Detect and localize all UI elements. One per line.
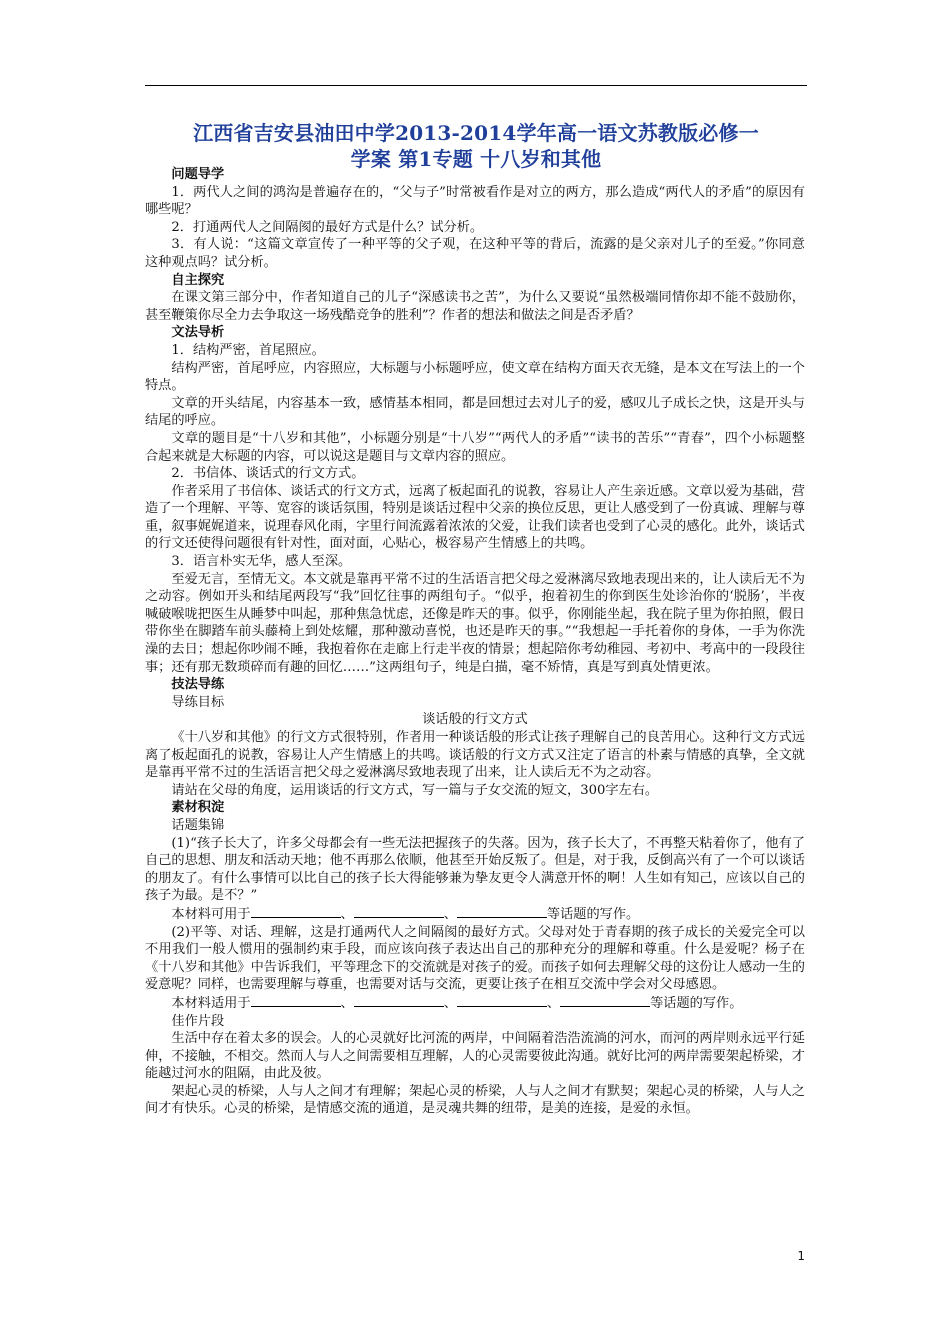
fill-in-line <box>145 905 805 924</box>
subheading: 佳作片段 <box>171 1013 225 1029</box>
separator: 、 <box>443 995 457 1011</box>
paragraph: 架起心灵的桥梁，人与人之间才有理解；架起心灵的桥梁，人与人之间才有默契；架起心灵的桥梁，人与人之间才有快乐。心灵的桥梁，是情感交流的通道，是灵魂共舞的纽带，是美的连接，是爱的永恒。 <box>145 1083 805 1117</box>
document-body <box>145 166 805 1118</box>
paragraph: (1)“孩子长大了，许多父母都会有一些无法把握孩子的失落。因为，孩子长大了，不再整天粘着你了，他有了自己的思想、朋友和活动天地；他不再那么依顺，他甚至开始反叛了。但是，对于我，反倒高兴有了一个可以谈话的朋友了。有什么事情可以比自己的孩子长大得能够兼为挚友更令人满意开怀的啊！人生如有知己，应该以自己的孩子为最。是不？” <box>145 835 805 904</box>
paragraph: 1．结构严密，首尾照应。 <box>171 342 325 358</box>
section-heading-wenti: 问题导学 <box>171 167 225 182</box>
separator: 、 <box>340 995 354 1011</box>
separator: 、 <box>443 906 457 922</box>
paragraph: 生活中存在着太多的误会。人的心灵就好比河流的两岸，中间隔着浩浩流淌的河水，而河的两岸则永远平行延伸，不接触，不相交。然而人与人之间需要相互理解，人的心灵需要彼此沟通。就好比河的两岸需要架起桥梁，才能越过河水的阻隔，由此及彼。 <box>145 1031 805 1082</box>
paragraph: 作者采用了书信体、谈话式的行文方式，远离了板起面孔的说教，容易让人产生亲近感。文章以爱为基础，营造了一个理解、平等、宽容的谈话氛围，特别是谈话过程中父亲的换位反思，更让人感受到了一份真诚、理解与尊重，叙事娓娓道来，说理春风化雨，字里行间流露着浓浓的父爱，让我们读者也受到了心灵的感化。此外，谈话式的行文还使得问题很有针对性，面对面，心贴心，极容易产生情感上的共鸣。 <box>145 483 805 552</box>
section-heading-jifa: 技法导练 <box>171 677 225 693</box>
blank-field[interactable] <box>251 905 341 918</box>
page-number: 1 <box>797 1249 805 1263</box>
separator: 、 <box>546 995 561 1011</box>
paragraph: 请站在父母的角度，运用谈话的行文方式，写一篇与子女交流的短文，300字左右。 <box>171 782 659 798</box>
blank-field[interactable] <box>251 994 341 1007</box>
paragraph: 文章的开头结尾，内容基本一致，感情基本相同，都是回想过去对儿子的爱，感叹儿子成长之快，这是开头与结尾的呼应。 <box>145 395 805 429</box>
blank-field[interactable] <box>457 994 547 1007</box>
fill-in-prefix: 本材料适用于 <box>171 995 251 1011</box>
fill-in-line <box>145 994 805 1013</box>
blank-field[interactable] <box>354 905 444 918</box>
blank-field[interactable] <box>354 994 444 1007</box>
paragraph: 2．书信体、谈话式的行文方式。 <box>171 466 365 482</box>
paragraph: 《十八岁和其他》的行文方式很特别，作者用一种谈话般的形式让孩子理解自己的良苦用心。这种行文方式远离了板起面孔的说教，容易让人产生情感上的共鸣。谈话般的行文方式又注定了语言的朴素与情感的真挚，全文就是靠再平常不过的生活语言把父母之爱淋漓尽致地表现了出来，让人读后无不为之动容。 <box>145 730 805 781</box>
title-line-2: 学案 第1专题 十八岁和其他 <box>350 147 602 171</box>
page-title <box>145 120 807 172</box>
blank-field[interactable] <box>457 905 547 918</box>
paragraph: (2)平等、对话、理解，这是打通两代人之间隔阂的最好方式。父母对处于青春期的孩子成长的关爱完全可以不用我们一般人惯用的强制约束手段，而应该向孩子表达出自己的那种充分的理解和尊重。什么是爱呢？杨子在《十八岁和其他》中告诉我们，平等理念下的交流就是对孩子的爱。而孩子如何去理解父母的这份让人感动一生的爱意呢？同样，也需要理解与尊重，也需要对话与交流，更要让孩子在相互交流中学会对父母感恩。 <box>145 924 805 993</box>
fill-in-prefix: 本材料可用于 <box>171 906 251 922</box>
fill-in-suffix: 等话题的写作。 <box>546 906 640 922</box>
section-heading-wenfa: 文法导析 <box>171 325 225 341</box>
paragraph: 在课文第三部分中，作者知道自己的儿子“深感读书之苦”，为什么又要说“虽然极端同情你却不能不鼓励你，甚至鞭策你尽全力去争取这一场残酷竞争的胜利”？作者的想法和做法之间是否矛盾？ <box>145 290 805 323</box>
centered-subtitle: 谈话般的行文方式 <box>422 712 528 728</box>
fill-in-suffix: 等话题的写作。 <box>650 995 743 1011</box>
section-heading-zizhu: 自主探究 <box>171 272 225 288</box>
paragraph: 文章的题目是“十八岁和其他”，小标题分别是“十八岁”“两代人的矛盾”“读书的苦乐”“青春”，四个小标题整合起来就是大标题的内容，可以说这是题目与文章内容的照应。 <box>145 430 805 464</box>
title-line-1: 江西省吉安县油田中学2013-2014学年高一语文苏教版必修一 <box>193 121 759 145</box>
section-heading-sucai: 素材积淀 <box>171 800 225 816</box>
paragraph: 3．有人说：“这篇文章宣传了一种平等的父子观，在这种平等的背后，流露的是父亲对儿子的至爱。”你同意这种观点吗？试分析。 <box>145 237 805 270</box>
paragraph: 2．打通两代人之间隔阂的最好方式是什么？试分析。 <box>171 219 484 235</box>
paragraph: 3．语言朴实无华，感人至深。 <box>171 554 352 570</box>
separator: 、 <box>340 906 354 922</box>
blank-field[interactable] <box>560 994 650 1007</box>
paragraph: 结构严密，首尾呼应，内容照应，大标题与小标题呼应，使文章在结构方面天衣无缝，是本文在写法上的一个特点。 <box>145 360 805 394</box>
header-rule <box>145 85 807 86</box>
subheading: 话题集锦 <box>171 817 225 833</box>
paragraph: 1．两代人之间的鸿沟是普遍存在的，“父与子”时常被看作是对立的两方，那么造成“两代人的矛盾”的原因有哪些呢？ <box>145 184 805 218</box>
paragraph: 至爱无言，至情无文。本文就是靠再平常不过的生活语言把父母之爱淋漓尽致地表现出来的，让人读后无不为之动容。例如开头和结尾两段写“我”回忆往事的两组句子。“似乎，抱着初生的你到医生处诊治你的‘脱肠’，半夜喊破喉咙把医生从睡梦中叫起，那种焦急忧虑，还像是昨天的事。似乎，你刚能坐起，我在院子里为你拍照，假日带你坐在脚踏车前头藤椅上到处炫耀，那种激动喜悦，也还是昨天的事。”“我想起一手托着你的身体，一手为你洗澡的去日；想起你吵闹不睡，我抱着你在走廊上行走半夜的情景；想起陪你考幼稚园、考初中、考高中的一段段往事；还有那无数琐碎而有趣的回忆……”这两组句子，纯是白描，毫不矫情，真是写到真处情更浓。 <box>145 571 805 675</box>
subheading: 导练目标 <box>171 694 225 710</box>
